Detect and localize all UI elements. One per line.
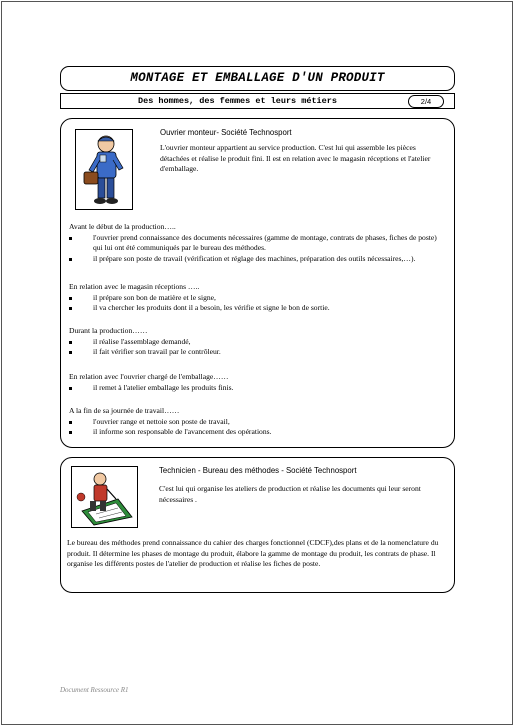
document-subtitle: Des hommes, des femmes et leurs métiers xyxy=(138,96,337,106)
worker-intro: L'ouvrier monteur appartient au service production. C'est lui qui assemble les pièces détachées et réalise le produit fini. Il est en relation avec le magasin réceptions et l'atelier d'emballage. xyxy=(160,143,431,173)
task-group xyxy=(69,326,446,358)
task-group-heading: A la fin de sa journée de travail…… xyxy=(69,406,180,415)
subtitle-box xyxy=(60,93,455,109)
task-item: l'ouvrier prend connaissance des documents nécessaires (gamme de montage, contrats de phases, fiches de poste) qui lui ont été communiqués par le bureau des méthodes. xyxy=(69,233,446,254)
technician-body: Le bureau des méthodes prend connaissance du cahier des charges fonctionnel (CDCF),des plans et de la nomenclature du produit. Il détermine les phases de montage du produit, élabore la gamme de montage du produit, les contrats de phase. Il organise les différents postes de l'atelier de production et réalise les fiches de poste. xyxy=(67,538,439,568)
task-item: il remet à l'atelier emballage les produits finis. xyxy=(69,383,446,394)
technician-card xyxy=(60,457,455,593)
task-item: il prépare son bon de matière et le signe, xyxy=(69,293,446,304)
task-group-heading: En relation avec le magasin réceptions ….. xyxy=(69,282,200,291)
task-group-heading: Avant le début de la production….. xyxy=(69,222,176,231)
worker-heading: Ouvrier monteur- Société Technosport xyxy=(160,128,292,137)
title-box xyxy=(60,66,455,91)
page-number: 2/4 xyxy=(408,95,444,108)
task-item: l'ouvrier range et nettoie son poste de travail, xyxy=(69,417,446,428)
task-list xyxy=(69,233,446,265)
task-group-heading: Durant la production…… xyxy=(69,326,148,335)
task-item: il fait vérifier son travail par le contrôleur. xyxy=(69,347,446,358)
technician-at-drawing-board-icon xyxy=(71,466,138,528)
task-list xyxy=(69,337,446,358)
task-group xyxy=(69,222,446,264)
worker-card xyxy=(60,118,455,448)
task-item: il informe son responsable de l'avancement des opérations. xyxy=(69,427,446,438)
worker-with-tool-bag-icon xyxy=(75,129,133,210)
task-item: il va chercher les produits dont il a besoin, les vérifie et signe le bon de sortie. xyxy=(69,303,446,314)
task-group xyxy=(69,406,446,438)
task-item: il prépare son poste de travail (vérification et réglage des machines, préparation des outils nécessaires,…). xyxy=(69,254,446,265)
task-list xyxy=(69,293,446,314)
task-item: il réalise l'assemblage demandé, xyxy=(69,337,446,348)
task-list xyxy=(69,383,446,394)
document-title: MONTAGE ET EMBALLAGE D'UN PRODUIT xyxy=(130,71,385,85)
technician-intro: C'est lui qui organise les ateliers de production et réalise les documents qui leur seront nécessaires . xyxy=(159,484,421,504)
footer-note: Document Ressource R1 xyxy=(60,686,129,694)
task-group xyxy=(69,372,446,393)
technician-heading: Technicien - Bureau des méthodes - Société Technosport xyxy=(159,466,357,475)
task-group xyxy=(69,282,446,314)
task-list xyxy=(69,417,446,438)
task-group-heading: En relation avec l'ouvrier chargé de l'emballage…… xyxy=(69,372,229,381)
